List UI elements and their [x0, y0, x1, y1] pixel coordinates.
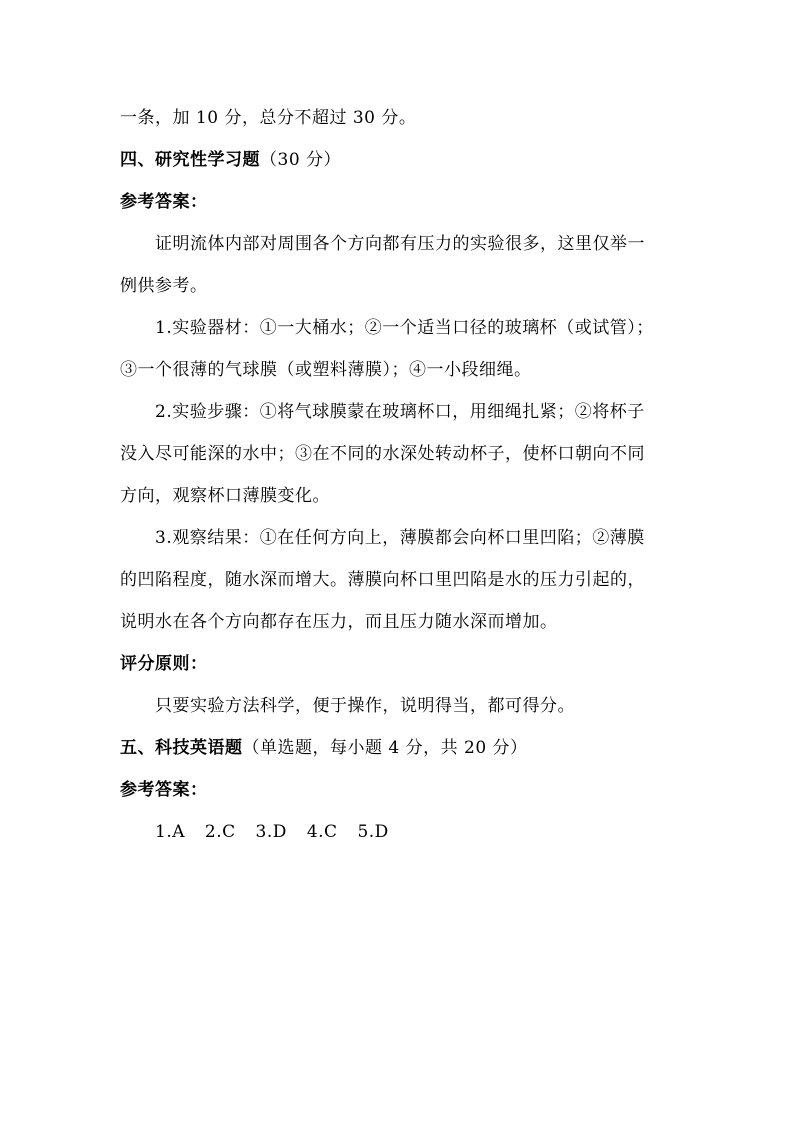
section4-title: 四、研究性学习题 [120, 150, 260, 170]
answer-5: 5.D [357, 822, 389, 842]
item2-line1: 2.实验步骤：①将气球膜蒙在玻璃杯口，用细绳扎紧；②将杯子 [155, 402, 645, 422]
section4-heading [120, 148, 680, 172]
item1-line2: ③一个很薄的气球膜（或塑料薄膜）；④一小段细绳。 [120, 360, 532, 380]
section5-score: （单选题，每小题 4 分，共 20 分） [242, 738, 528, 758]
item3-line2: 的凹陷程度，随水深而增大。薄膜向杯口里凹陷是水的压力引起的， [120, 570, 645, 590]
scoring-label: 评分原则： [120, 654, 208, 674]
item2-line2: 没入尽可能深的水中；③在不同的水深处转动杯子，使杯口朝向不同 [120, 444, 645, 464]
intro-line: 一条，加 10 分，总分不超过 30 分。 [120, 108, 417, 128]
item2-line3: 方向，观察杯口薄膜变化。 [120, 486, 330, 506]
answer-list [155, 820, 680, 844]
section5-heading [120, 736, 680, 760]
answer-4: 4.C [306, 822, 338, 842]
para1-line2: 例供参考。 [120, 276, 208, 296]
section4-score: （30 分） [260, 150, 342, 170]
answer-1: 1.A [155, 822, 185, 842]
answer-3: 3.D [255, 822, 287, 842]
item3-line1: 3.观察结果：①在任何方向上，薄膜都会向杯口里凹陷；②薄膜 [155, 528, 645, 548]
section5-answer-label: 参考答案： [120, 780, 208, 800]
section4-answer-label: 参考答案： [120, 192, 208, 212]
item3-line3: 说明水在各个方向都存在压力，而且压力随水深而增加。 [120, 612, 558, 632]
para1-line1: 证明流体内部对周围各个方向都有压力的实验很多，这里仅举一 [155, 234, 645, 254]
section5-title: 五、科技英语题 [120, 738, 243, 758]
answer-2: 2.C [204, 822, 236, 842]
scoring-text: 只要实验方法科学，便于操作，说明得当，都可得分。 [155, 696, 575, 716]
item1-line1: 1.实验器材：①一大桶水；②一个适当口径的玻璃杯（或试管）； [155, 318, 654, 338]
